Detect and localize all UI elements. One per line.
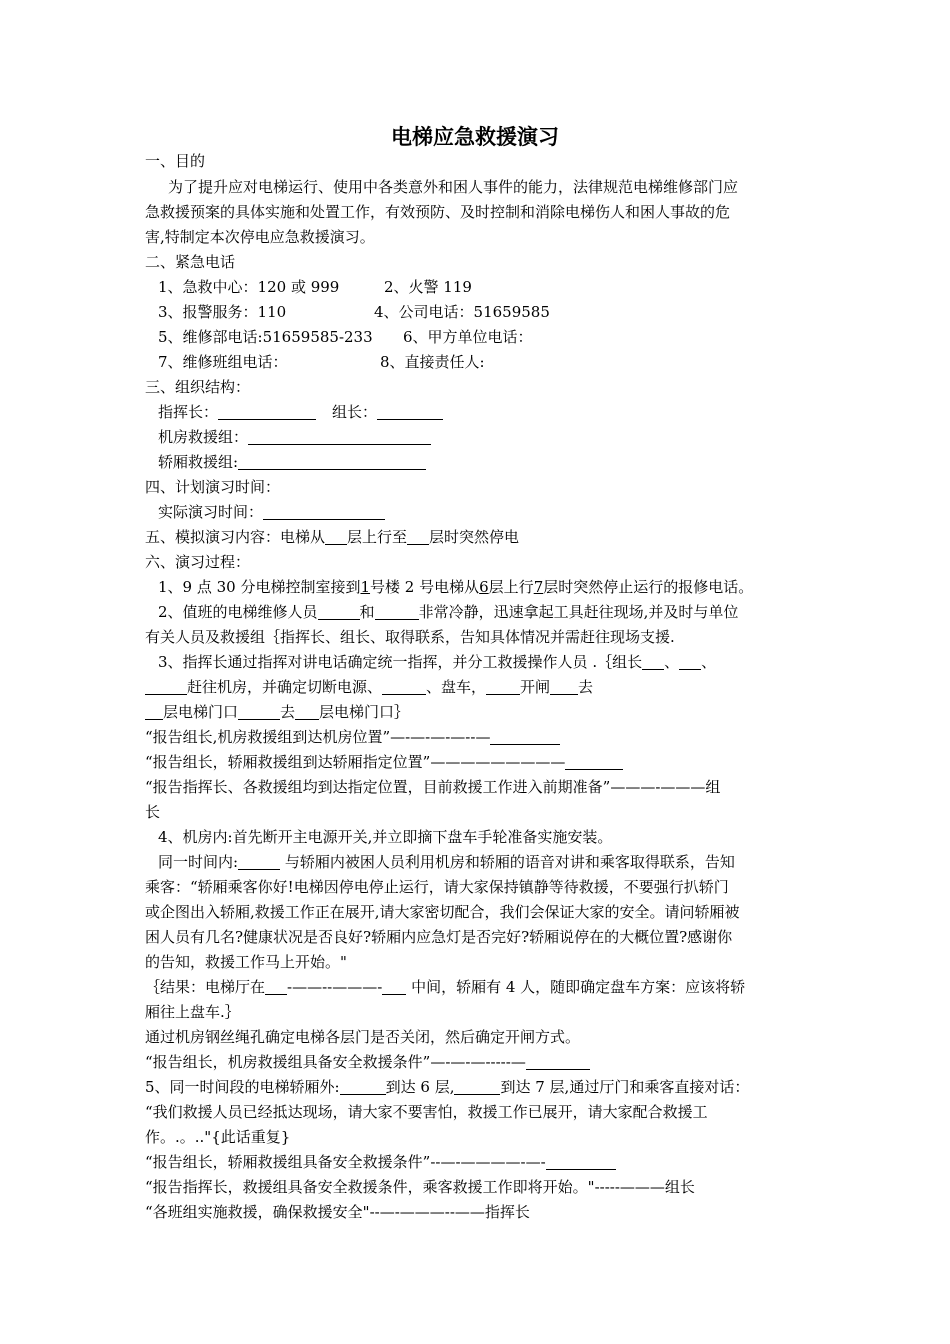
section-heading-process: 六、演习过程： xyxy=(145,553,251,571)
report-text: “报告组长，机房救援组具备安全救援条件”—-—-—-----— xyxy=(145,1053,526,1071)
process-step-3-cont xyxy=(145,675,593,699)
name-blank xyxy=(454,1078,500,1095)
phone-item: 5、维修部电话:51659585-233 xyxy=(158,328,373,346)
staff-blank xyxy=(318,603,360,620)
machine-room-blank xyxy=(248,428,431,445)
process-step-4-cont xyxy=(158,850,735,874)
name-blank xyxy=(238,853,280,870)
name-blank xyxy=(679,653,701,670)
name-blank xyxy=(550,678,578,695)
phone-item: 8、直接责任人: xyxy=(380,353,485,371)
leader-blank xyxy=(377,403,443,420)
step-text: 层电梯门口 xyxy=(163,703,239,721)
step-text: 1、9 点 30 分电梯控制室接到 xyxy=(158,578,361,596)
step-text: 、 xyxy=(701,653,717,671)
step-text: 5、同一时间段的电梯轿厢外: xyxy=(145,1078,340,1096)
paragraph-line: 通过机房钢丝绳孔确定电梯各层门是否关闭，然后确定开闸方式。 xyxy=(145,1028,581,1046)
step-text: 到达 7 层,通过厅门和乘客直接对话： xyxy=(500,1078,750,1096)
step-text: 、 xyxy=(664,653,680,671)
step-text: ｛结果：电梯厅在 xyxy=(145,978,266,996)
report-line: “报告指挥长，救援组具备安全救援条件，乘客救援工作即将开始。"-----———组长 xyxy=(145,1178,695,1196)
step-text: 到达 6 层, xyxy=(385,1078,455,1096)
report-text: “报告组长，轿厢救援组到达轿厢指定位置”————————— xyxy=(145,753,566,771)
paragraph-line: “我们救援人员已经抵达现场，请大家不要害怕，救援工作已展开，请大家配合救援工 xyxy=(145,1103,708,1121)
step-text: 2、值班的电梯维修人员 xyxy=(158,603,318,621)
phone-item: 4、公司电话：51659585 xyxy=(374,303,550,321)
phone-item: 3、报警服务：110 xyxy=(158,303,287,321)
process-step-2 xyxy=(158,600,738,624)
name-blank xyxy=(340,1078,386,1095)
result-line xyxy=(145,975,745,999)
actual-time-row xyxy=(158,500,385,524)
step-text: 与轿厢内被困人员利用机房和轿厢的语音对讲和乘客取得联系，告知 xyxy=(280,853,735,871)
step-text: 非常冷静，迅速拿起工具赶往现场,并及时与单位 xyxy=(418,603,739,621)
commander-label: 指挥长： xyxy=(158,403,219,421)
process-step-3 xyxy=(158,650,716,674)
section-heading-content xyxy=(145,525,519,549)
phone-item: 2、火警 119 xyxy=(384,278,472,296)
step-text: 同一时间内: xyxy=(158,853,239,871)
step-text: 3、指挥长通过指挥对讲电话确定统一指挥，并分工救援操作人员 .｛组长 xyxy=(158,653,643,671)
floor-blank xyxy=(145,703,163,720)
document-title: 电梯应急救援演习 xyxy=(391,124,559,149)
report-text: “报告组长,机房救援组到达机房位置”—-—-—-—--— xyxy=(145,728,491,746)
car-blank xyxy=(238,453,426,470)
paragraph-line: 为了提升应对电梯运行、使用中各类意外和困人事件的能力，法律规范电梯维修部门应 xyxy=(168,178,739,196)
signature-blank xyxy=(490,728,560,745)
step-text: 开闸 xyxy=(520,678,551,696)
section-heading-structure: 三、组织结构： xyxy=(145,378,251,396)
actual-time-blank xyxy=(263,503,385,520)
report-line xyxy=(145,1050,590,1074)
step-text: 层电梯门口｝ xyxy=(319,703,410,721)
step-text: -——--———- xyxy=(287,978,383,996)
leader-label: 组长： xyxy=(332,403,378,421)
report-text: “报告组长，轿厢救援组具备安全救援条件”--—-————-—- xyxy=(145,1153,546,1171)
step-text: 去 xyxy=(280,703,296,721)
process-step-5 xyxy=(145,1075,749,1099)
floor-blank xyxy=(407,528,429,545)
phone-item: 1、急救中心：120 或 999 xyxy=(158,278,340,296)
paragraph-line: 有关人员及救援组｛指挥长、组长、取得联系，告知具体情况并需赶往现场支援. xyxy=(145,628,675,646)
floor-blank xyxy=(295,703,319,720)
step-text: 中间，轿厢有 4 人，随即确定盘车方案：应该将轿 xyxy=(406,978,746,996)
report-line xyxy=(145,725,560,749)
step-text: 、盘车， xyxy=(426,678,487,696)
paragraph-line: 害,特制定本次停电应急救援演习。 xyxy=(145,228,375,246)
step-text: 层上行 xyxy=(488,578,534,596)
content-text: 层时突然停电 xyxy=(429,528,520,546)
actual-time-label: 实际演习时间： xyxy=(158,503,264,521)
commander-blank xyxy=(218,403,316,420)
org-car-row xyxy=(158,450,426,474)
floor-number: 7 xyxy=(533,578,544,596)
signature-blank xyxy=(546,1153,616,1170)
content-text: 五、模拟演习内容：电梯从 xyxy=(145,528,326,546)
name-blank xyxy=(238,703,280,720)
phone-item: 7、维修班组电话： xyxy=(158,353,288,371)
report-line xyxy=(145,1150,616,1174)
paragraph-line: 的告知，救援工作马上开始。" xyxy=(145,953,347,971)
section-heading-time: 四、计划演习时间： xyxy=(145,478,281,496)
name-blank xyxy=(382,678,426,695)
machine-room-label: 机房救援组： xyxy=(158,428,249,446)
floor-blank xyxy=(382,978,406,995)
org-machine-room-row xyxy=(158,425,431,449)
process-step-3-cont xyxy=(145,700,409,724)
report-line xyxy=(145,750,623,774)
step-text: 和 xyxy=(359,603,375,621)
process-step-4: 4、机房内:首先断开主电源开关,并立即摘下盘车手轮准备实施安装。 xyxy=(158,828,613,846)
floor-number: 6 xyxy=(479,578,489,596)
step-text: 号楼 2 号电梯从 xyxy=(370,578,480,596)
step-text: 去 xyxy=(578,678,594,696)
phone-item: 6、甲方单位电话： xyxy=(403,328,533,346)
section-heading-purpose: 一、目的 xyxy=(145,152,206,170)
paragraph-line: 乘客：“轿厢乘客你好!电梯因停电停止运行，请大家保持镇静等待救援，不要强行扒轿门 xyxy=(145,878,729,896)
org-commander-row xyxy=(158,400,443,424)
paragraph-line: 急救援预案的具体实施和处置工作，有效预防、及时控制和消除电梯伤人和困人事故的危 xyxy=(145,203,731,221)
paragraph-line: 作。.。.."{此话重复} xyxy=(145,1128,291,1146)
step-text: 赶往机房，并确定切断电源、 xyxy=(187,678,383,696)
step-text: 层时突然停止运行的报修电话。 xyxy=(543,578,754,596)
signature-blank xyxy=(565,753,623,770)
building-number: 1 xyxy=(360,578,371,596)
floor-blank xyxy=(265,978,287,995)
signature-blank xyxy=(526,1053,590,1070)
name-blank xyxy=(642,653,664,670)
section-heading-phones: 二、紧急电话 xyxy=(145,253,236,271)
report-line: “报告指挥长、各救援组均到达指定位置，目前救援工作进入前期准备”———-———组 xyxy=(145,778,721,796)
staff-blank xyxy=(375,603,419,620)
content-text: 层上行至 xyxy=(347,528,408,546)
report-line: 长 xyxy=(145,803,161,821)
name-blank xyxy=(486,678,520,695)
name-blank xyxy=(145,678,187,695)
report-line: “各班组实施救援，确保救援安全"--—-———--——指挥长 xyxy=(145,1203,530,1221)
process-step-1 xyxy=(158,575,753,599)
paragraph-line: 困人员有几名?健康状况是否良好?轿厢内应急灯是否完好?轿厢说停在的大概位置?感谢你 xyxy=(145,928,733,946)
result-line: 厢往上盘车.｝ xyxy=(145,1003,240,1021)
floor-blank xyxy=(325,528,347,545)
paragraph-line: 或企图出入轿厢,救援工作正在展开,请大家密切配合，我们会保证大家的安全。请问轿厢被 xyxy=(145,903,740,921)
car-label: 轿厢救援组: xyxy=(158,453,239,471)
